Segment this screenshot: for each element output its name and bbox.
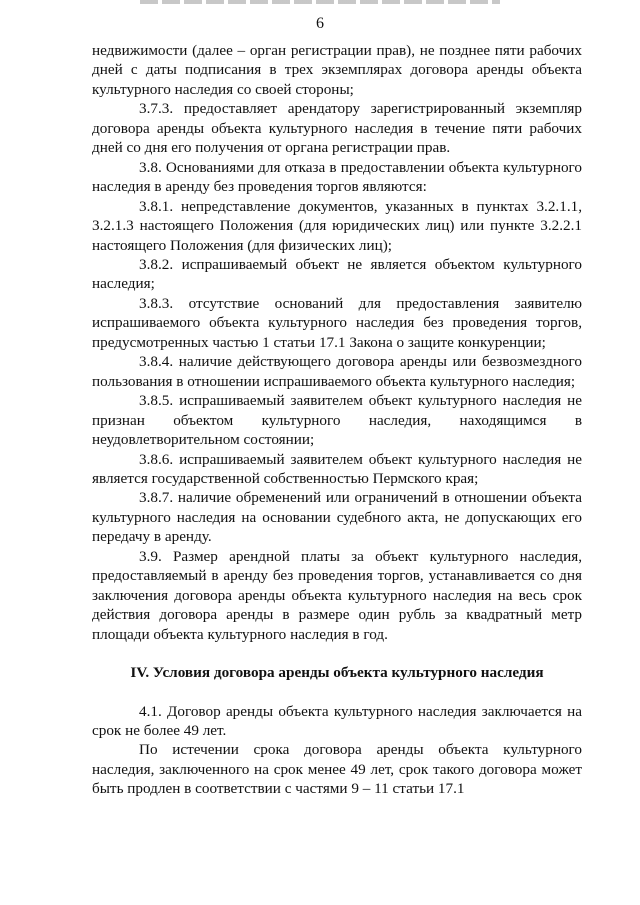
paragraph-3-8-7: 3.8.7. наличие обременений или ограничений в отношении объекта культурного наследия на основании судебного акта, не допускающих его передачу в аренду. [92, 489, 582, 546]
document-body [92, 41, 582, 799]
paragraph-3-8-2: 3.8.2. испрашиваемый объект не является объектом культурного наследия; [92, 255, 582, 293]
paragraph-continuation: недвижимости (далее – орган регистрации прав), не позднее пяти рабочих дней с даты подписания в трех экземплярах договора аренды объекта культурного наследия со своей стороны; [92, 42, 582, 98]
paragraph-3-8: 3.8. Основаниями для отказа в предоставлении объекта культурного наследия в аренду без проведения торгов являются: [92, 158, 582, 196]
paragraph-3-8-1: 3.8.1. непредставление документов, указанных в пунктах 3.2.1.1, 3.2.1.3 настоящего Положения (для юридических лиц) или пункте 3.2.2.1 настоящего Положения (для физических лиц); [92, 197, 582, 254]
scan-header-artifact [140, 0, 500, 4]
paragraph-3-8-5: 3.8.5. испрашиваемый заявителем объект культурного наследия не признан объектом культурного наследия, находящимся в неудовлетворительном состоянии; [92, 392, 582, 449]
paragraph-4-1-continued: По истечении срока договора аренды объекта культурного наследия, заключенного на срок менее 49 лет, срок такого договора может быть продлен в соответствии с частями 9 – 11 статьи 17.1 [92, 741, 582, 798]
paragraph-3-8-3: 3.8.3. отсутствие оснований для предоставления заявителю испрашиваемого объекта культурного наследия без проведения торгов, предусмотренных частью 1 статьи 17.1 Закона о защите конкуренции; [92, 294, 582, 351]
paragraph-3-8-6: 3.8.6. испрашиваемый заявителем объект культурного наследия не является государственной собственностью Пермского края; [92, 450, 582, 487]
paragraph-3-9: 3.9. Размер арендной платы за объект культурного наследия, предоставляемый в аренду без проведения торгов, устанавливается со дня заключения договора аренды объекта культурного наследия на весь срок действия договора аренды в размере один рубль за квадратный метр площади объекта культурного наследия в год. [92, 547, 582, 643]
paragraph-3-7-3: 3.7.3. предоставляет арендатору зарегистрированный экземпляр договора аренды объекта культурного наследия в течение пяти рабочих дней со дня его получения от органа регистрации прав. [92, 100, 582, 157]
section-heading: IV. Условия договора аренды объекта культурного наследия [130, 664, 544, 682]
paragraph-3-8-4: 3.8.4. наличие действующего договора аренды или безвозмездного пользования в отношении испрашиваемого объекта культурного наследия; [92, 353, 582, 390]
paragraph-4-1: 4.1. Договор аренды объекта культурного наследия заключается на срок не более 49 лет. [92, 702, 582, 739]
page-number: 6 [316, 15, 324, 32]
